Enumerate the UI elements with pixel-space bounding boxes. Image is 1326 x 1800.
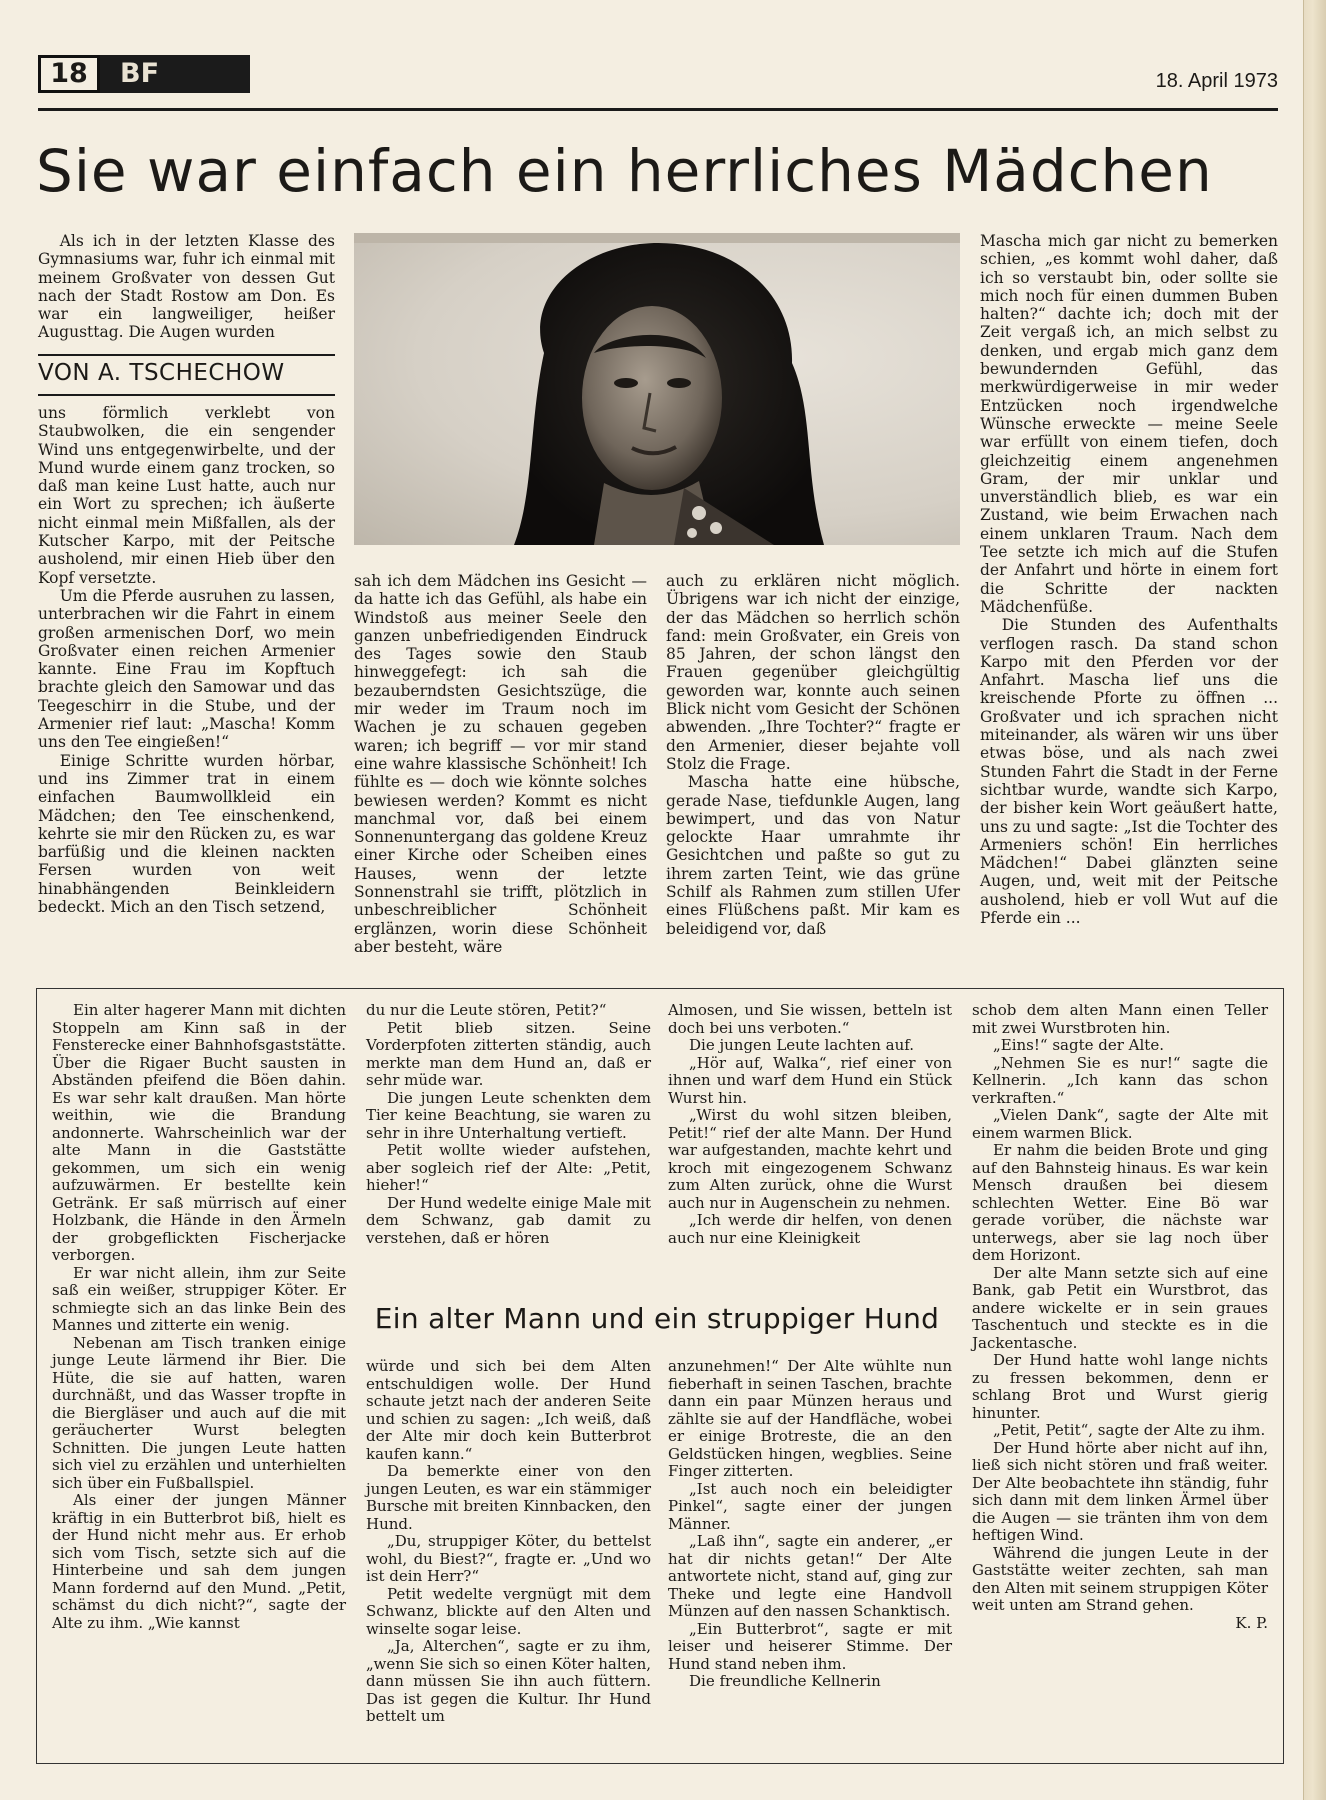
paragraph: Almosen, und Sie wissen, betteln ist doch bei uns verboten.“ <box>668 1001 952 1037</box>
paragraph: würde und sich bei dem Alten entschuldigen wolle. Der Hund schaute jetzt nach der anderen Seite und schien zu sagen: „Ich weiß, daß der Alte mir doch kein Butterbrot kaufen kann.“ <box>366 1357 651 1463</box>
paragraph: Petit wedelte vergnügt mit dem Schwanz, blickte auf den Alten und winselte sogar leise. <box>366 1584 651 1638</box>
paragraph: Einige Schritte wurden hörbar, und ins Zimmer trat in einem einfachen Baumwollkleid ein Mädchen; den Tee einschenkend, kehrte sie mir den Rücken zu, es war barfüßig und die kleinen nackten Fersen wurden von weit hinabhängenden Beinkleidern bedeckt. Mich an den Tisch setzend, <box>38 751 335 917</box>
section-label: BF <box>100 55 250 93</box>
paragraph: Als ich in der letzten Klasse des Gymnasiums war, fuhr ich einmal mit meinem Großvater von dessen Gut nach der Stadt Rostow am Don. Es war ein langweiliger, heißer Augusttag. Die Augen wurden <box>38 232 335 342</box>
paragraph: Die jungen Leute lachten auf. <box>689 1036 915 1054</box>
paragraph: Ein alter hagerer Mann mit dichten Stoppeln am Kinn saß in der Fensterecke einer Bahnhofsgaststätte. Über die Rigaer Bucht sausten in Abständen pfeifend die Böen dahin. Es war sehr kalt draußen. Man hörte weithin, wie die Brandung andonnerte. Wahrscheinlich war der alte Mann in die Gaststätte gekommen, um sich ein wenig aufzuwärmen. Er bestellte kein Getränk. Er saß mürrisch auf einer Holzbank, die Hände in den Ärmeln der grobgeflickten Fischerjacke verborgen. <box>52 1001 346 1264</box>
page-edge <box>1303 0 1326 1800</box>
paragraph: anzunehmen!“ Der Alte wühlte nun fieberhaft in seinen Taschen, brachte dann ein paar Münzen heraus und zählte sie auf der Handfläche, wobei er einige Brotreste, die an den Geldstücken hingen, wegblies. Seine Finger zitterten. <box>668 1357 952 1480</box>
paragraph: du nur die Leute stören, Petit?“ <box>366 1001 607 1019</box>
portrait-photo <box>354 233 960 545</box>
article2-column-4 <box>972 1002 1268 1632</box>
article1-column-2 <box>354 572 647 956</box>
paragraph: „Ist auch noch ein beleidigter Pinkel“, sagte einer der jungen Männer. <box>668 1479 952 1533</box>
article2-column-2-bottom <box>366 1358 651 1726</box>
paragraph: Um die Pferde ausruhen zu lassen, unterbrachen wir die Fahrt in einem großen armenischen Dorf, wo mein Großvater einen reichen Armenier kannte. Eine Frau im Kopftuch brachte gleich den Samowar und das Teegeschirr in die Stube, und der Armenier rief laut: „Mascha! Komm uns den Tee eingießen!“ <box>38 586 335 752</box>
paragraph: Mascha mich gar nicht zu bemerken schien, „es kommt wohl daher, daß ich so verstaubt bin, oder sollte sie mich noch für einen dummen Buben halten?“ dachte ich; doch mit der Zeit vergaß ich, an mich selbst zu denken, und ergab mich ganz dem bewundernden Gefühl, das merkwürdigerweise in mir weder Entzücken noch irgendwelche Wünsche erweckte — meine Seele war erfüllt von einem tiefen, doch gleichzeitig einem angenehmen Gram, der mir unklar und unverständlich blieb, es war ein Zustand, wie beim Erwachen nach einem unklaren Traum. Nach dem Tee setzte ich mich auf die Stufen der Anfahrt und hörte in einem fort die Schritte der nackten Mädchenfüße. <box>980 232 1278 616</box>
article1-column-1 <box>38 404 335 916</box>
article2-headline: Ein alter Mann und ein struppiger Hund <box>374 1302 940 1335</box>
paragraph: „Du, struppiger Köter, du bettelst wohl, du Biest?“, fragte er. „Und wo ist dein Herr?“ <box>366 1532 651 1585</box>
paragraph: „Vielen Dank“, sagte der Alte mit einem warmen Blick. <box>972 1106 1268 1142</box>
paragraph: „Laß ihn“, sagte ein anderer, „er hat dir nichts getan!“ Der Alte antwortete nicht, stand auf, ging zur Theke und legte eine Handvoll Münzen auf den nassen Schanktisch. <box>668 1532 952 1620</box>
header-rule <box>38 108 1278 111</box>
paragraph: „Ich werde dir helfen, von denen auch nur eine Kleinigkeit <box>668 1211 952 1247</box>
byline-rule-bottom <box>38 394 335 396</box>
paragraph: „Eins!“ sagte der Alte. <box>993 1036 1164 1054</box>
paragraph: Nebenan am Tisch tranken einige junge Leute lärmend ihr Bier. Die Hüte, die sie auf hatten, waren durchnäßt, und das Wasser tropfte in die Biergläser und auch auf die mit geräucherter Wurst belegten Schnitten. Die jungen Leute hatten sich viel zu erzählen und unterhielten sich über ein Fußballspiel. <box>52 1333 346 1492</box>
masthead <box>38 55 250 97</box>
paragraph: schob dem alten Mann einen Teller mit zwei Wurstbroten hin. <box>972 1001 1268 1037</box>
paragraph: Er war nicht allein, ihm zur Seite saß ein weißer, struppiger Köter. Er schmiegte sich an das linke Bein des Mannes und zitterte ein wenig. <box>52 1263 346 1334</box>
byline-rule-top <box>38 354 335 356</box>
paragraph: Der Hund hatte wohl lange nichts zu fressen bekommen, denn er schlang Brot und Wurst gierig hinunter. <box>972 1351 1268 1422</box>
paragraph: Da bemerkte einer von den jungen Leuten, es war ein stämmiger Bursche mit breiten Kinnbacken, den Hund. <box>366 1462 651 1533</box>
paragraph: Mascha hatte eine hübsche, gerade Nase, tiefdunkle Augen, lang bewimpert, und das von Natur gelockte Haar umrahmte ihr Gesichtchen und paßte so gut zu ihrem zarten Teint, wie das grüne Schilf als Rahmen zum stillen Ufer eines Flüßchens paßt. Mir kam es beleidigend vor, daß <box>666 773 960 938</box>
byline: VON A. TSCHECHOW <box>38 360 285 386</box>
paragraph: Petit blieb sitzen. Seine Vorderpfoten zitterten ständig, auch merkte man dem Hund an, daß er sehr müde war. <box>366 1018 651 1089</box>
paragraph: Der Hund hörte aber nicht auf ihn, ließ sich nicht stören und fraß weiter. Der Alte beobachtete ihn ständig, fuhr sich dann mit dem linken Ärmel über die Augen — sie tränten ihm von dem heftigen Wind. <box>972 1438 1268 1544</box>
paragraph: Während die jungen Leute in der Gaststätte weiter zechten, sah man den Alten mit seinem struppigen Köter weit unten am Strand gehen. <box>972 1543 1268 1614</box>
paragraph: Er nahm die beiden Brote und ging auf den Bahnsteig hinaus. Es war kein Mensch draußen bei diesem schlechten Wetter. Eine Bö war gerade vorüber, die nächste war unterwegs, aber sie lag noch über dem Horizont. <box>972 1141 1268 1264</box>
paragraph: „Petit, Petit“, sagte der Alte zu ihm. <box>993 1421 1266 1439</box>
article2-column-1 <box>52 1002 346 1632</box>
paragraph: sah ich dem Mädchen ins Gesicht — da hatte ich das Gefühl, als habe ein Windstoß aus meiner Seele den ganzen unbefriedigenden Eindruck des Tages sowie den Staub hinweggefegt: ich sah die bezauberndsten Gesichtszüge, die mir weder im Traum noch im Wachen je zu schauen gegeben waren; ich begriff — vor mir stand eine wahre klassische Schönheit! Ich fühlte es — doch wie könnte solches bewiesen werden? Kommt es nicht manchmal vor, daß bei einem Sonnenuntergang das goldene Kreuz einer Kirche oder Scheiben eines Hauses, wenn der letzte Sonnenstrahl sie trifft, plötzlich in unbeschreiblicher Schönheit erglänzen, worin diese Schönheit aber besteht, wäre <box>354 572 647 956</box>
paragraph: „Ein Butterbrot“, sagte er mit leiser und heiserer Stimme. Der Hund stand neben ihm. <box>668 1619 952 1673</box>
paragraph: uns förmlich verklebt von Staubwolken, die ein sengender Wind uns entgegenwirbelte, und der Mund wurde einem ganz trocken, so daß man keine Lust hatte, auch nur ein Wort zu sprechen; ich äußerte nicht einmal mein Mißfallen, als der Kutscher Karpo, mit der Peitsche ausholend, mir einen Hieb über den Kopf versetzte. <box>38 404 335 587</box>
article2-column-2-top <box>366 1002 651 1247</box>
paragraph: Als einer der jungen Männer kräftig in ein Butterbrot biß, hielt es der Hund nicht mehr aus. Er erhob sich vom Tisch, setzte sich auf die Hinterbeine und sah dem jungen Mann fordernd auf den Mund. „Petit, schämst du dich nicht?“, sagte der Alte zu ihm. „Wie kannst <box>52 1491 346 1632</box>
paragraph: Petit wollte wieder aufstehen, aber sogleich rief der Alte: „Petit, hieher!“ <box>366 1141 651 1194</box>
article1-intro <box>38 232 335 342</box>
article-headline: Sie war einfach ein herrliches Mädchen <box>36 137 1213 205</box>
paragraph: Der alte Mann setzte sich auf eine Bank, gab Petit ein Wurstbrot, das andere wickelte er in sein graues Taschentuch und steckte es in die Jackentasche. <box>972 1263 1268 1352</box>
paragraph: „Hör auf, Walka“, rief einer von ihnen und warf dem Hund ein Stück Wurst hin. <box>668 1053 952 1107</box>
article1-column-3 <box>666 572 960 938</box>
article2-column-3-top <box>668 1002 952 1247</box>
paragraph: auch zu erklären nicht möglich. Übrigens war ich nicht der einzige, der das Mädchen so herrlich schön fand: mein Großvater, ein Greis von 85 Jahren, der schon längst den Frauen gegenüber gleichgültig geworden war, konnte auch seinen Blick nicht vom Gesicht der Schönen abwenden. „Ihre Tochter?“ fragte er den Armenier, dieser bejahte voll Stolz die Frage. <box>666 572 960 773</box>
paragraph: Der Hund wedelte einige Male mit dem Schwanz, gab damit zu verstehen, daß er hören <box>366 1193 651 1247</box>
author-initials: K. P. <box>1235 1613 1268 1632</box>
article1-column-4 <box>980 232 1278 927</box>
paragraph: „Wirst du wohl sitzen bleiben, Petit!“ rief der alte Mann. Der Hund war aufgestanden, machte kehrt und kroch mit eingezogenem Schwanz zum Alten zurück, ohne die Wurst auch nur in Augenschein zu nehmen. <box>668 1106 952 1212</box>
page-number: 18 <box>38 55 100 93</box>
issue-date: 18. April 1973 <box>1155 70 1278 92</box>
paragraph: Die Stunden des Aufenthalts verflogen rasch. Da stand schon Karpo mit den Pferden vor der Anfahrt. Mascha lief uns die kreischende Pforte zu öffnen ... Großvater und ich sprachen nicht miteinander, als wären wir uns über etwas böse, und als nach zwei Stunden Fahrt die Stadt in der Ferne sichtbar wurde, wandte sich Karpo, der bisher kein Wort geäußert hatte, uns zu und sagte: „Ist die Tochter des Armeniers schön! Ein herrliches Mädchen!“ Dabei glänzten seine Augen, und, weit mit der Peitsche ausholend, hieb er voll Wut auf die Pferde ein ... <box>980 616 1278 927</box>
paragraph: „Nehmen Sie es nur!“ sagte die Kellnerin. „Ich kann das schon verkraften.“ <box>972 1053 1268 1107</box>
paragraph: Die freundliche Kellnerin <box>689 1672 881 1690</box>
article2-column-3-bottom <box>668 1358 952 1691</box>
paragraph: Die jungen Leute schenkten dem Tier keine Beachtung, sie waren zu sehr in ihre Unterhaltung vertieft. <box>366 1088 651 1142</box>
paragraph: „Ja, Alterchen“, sagte er zu ihm, „wenn Sie sich so einen Köter halten, dann müssen Sie ihn auch füttern. Das ist gegen die Kultur. Ihr Hund bettelt um <box>366 1637 651 1725</box>
portrait-image <box>354 233 960 545</box>
